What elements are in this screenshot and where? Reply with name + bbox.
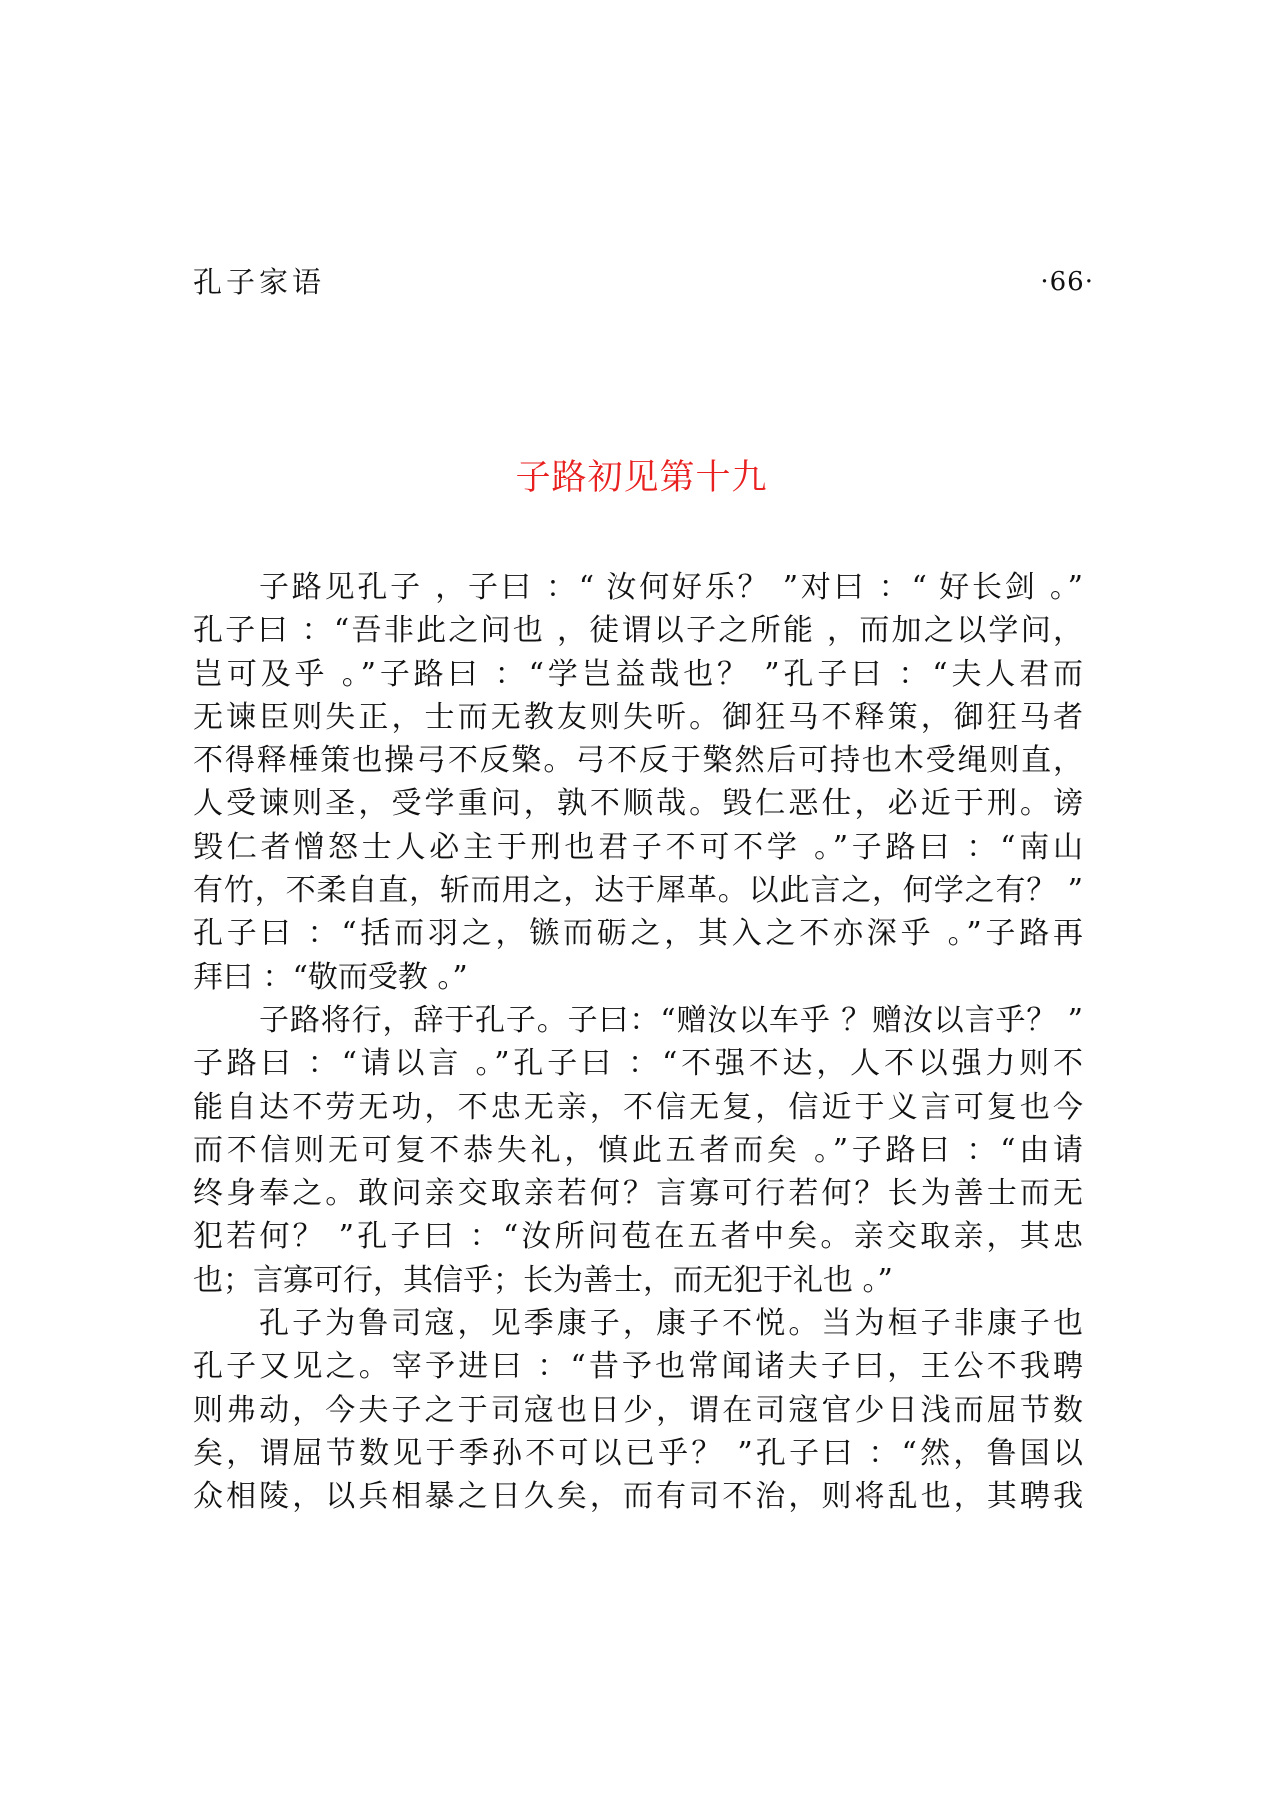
text-line: 能自达不劳无功，不忠无亲，不信无复，信近于义言可复也今: [193, 1089, 1083, 1125]
chapter-title: 子路初见第十九: [515, 458, 768, 498]
text-line: 犯若何？ ”孔子曰 ：“汝所问苞在五者中矣。亲交取亲，其忠: [193, 1219, 1083, 1255]
body-text: [193, 566, 1083, 1519]
text-line: 则弗动，今夫子之于司寇也日少，谓在司寇官少日浅而屈节数: [193, 1392, 1083, 1428]
text-line: 孔子为鲁司寇，见季康子，康子不悦。当为桓子非康子也: [259, 1306, 1083, 1342]
page-number: ·66·: [1040, 267, 1094, 297]
running-header: [193, 262, 1094, 302]
text-line: 孔子曰 ：“括而羽之，镞而砺之，其入之不亦深乎 。”子路再: [193, 916, 1083, 952]
text-line: 也；言寡可行，其信乎；长为善士，而无犯于礼也 。”: [193, 1262, 893, 1298]
text-line: 而不信则无可复不恭失礼，慎此五者而矣 。”子路曰 ：“由请: [193, 1132, 1083, 1168]
text-line: 无谏臣则失正，士而无教友则失听。御狂马不释策，御狂马者: [193, 699, 1083, 735]
text-line: 有竹，不柔自直，斩而用之，达于犀革。以此言之，何学之有？ ”: [193, 873, 1083, 909]
text-line: 拜曰 ：“敬而受教 。”: [193, 959, 468, 995]
text-line: 子路见孔子 ，子曰 ：“ 汝何好乐？ ”对曰 ：“ 好长剑 。”: [259, 570, 1083, 605]
text-line: 孔子曰 ：“吾非此之问也 ，徒谓以子之所能 ，而加之以学问，: [193, 613, 1083, 649]
text-line: 众相陵，以兵相暴之日久矣，而有司不治，则将乱也，其聘我: [193, 1479, 1083, 1515]
text-line: 不得释棰策也操弓不反檠。弓不反于檠然后可持也木受绳则直，: [193, 743, 1083, 779]
text-line: 终身奉之。敢问亲交取亲若何？言寡可行若何？长为善士而无: [193, 1176, 1083, 1212]
text-line: 毁仁者憎怒士人必主于刑也君子不可不学 。”子路曰 ：“南山: [193, 829, 1083, 865]
book-title: 孔子家语: [193, 265, 326, 299]
text-line: 人受谏则圣，受学重问，孰不顺哉。毁仁恶仕，必近于刑。谤: [193, 786, 1083, 822]
text-line: 子路将行，辞于孔子。子曰：“赠汝以车乎 ？赠汝以言乎？ ”: [259, 1002, 1083, 1038]
text-line: 子路曰 ：“请以言 。”孔子曰 ：“不强不达，人不以强力则不: [193, 1046, 1083, 1082]
text-line: 矣，谓屈节数见于季孙不可以已乎？ ”孔子曰 ：“然，鲁国以: [193, 1435, 1083, 1471]
text-line: 孔子又见之。宰予进曰 ：“昔予也常闻诸夫子曰，王公不我聘: [193, 1349, 1083, 1385]
text-line: 岂可及乎 。”子路曰 ：“学岂益哉也？ ”孔子曰 ：“夫人君而: [193, 656, 1083, 692]
